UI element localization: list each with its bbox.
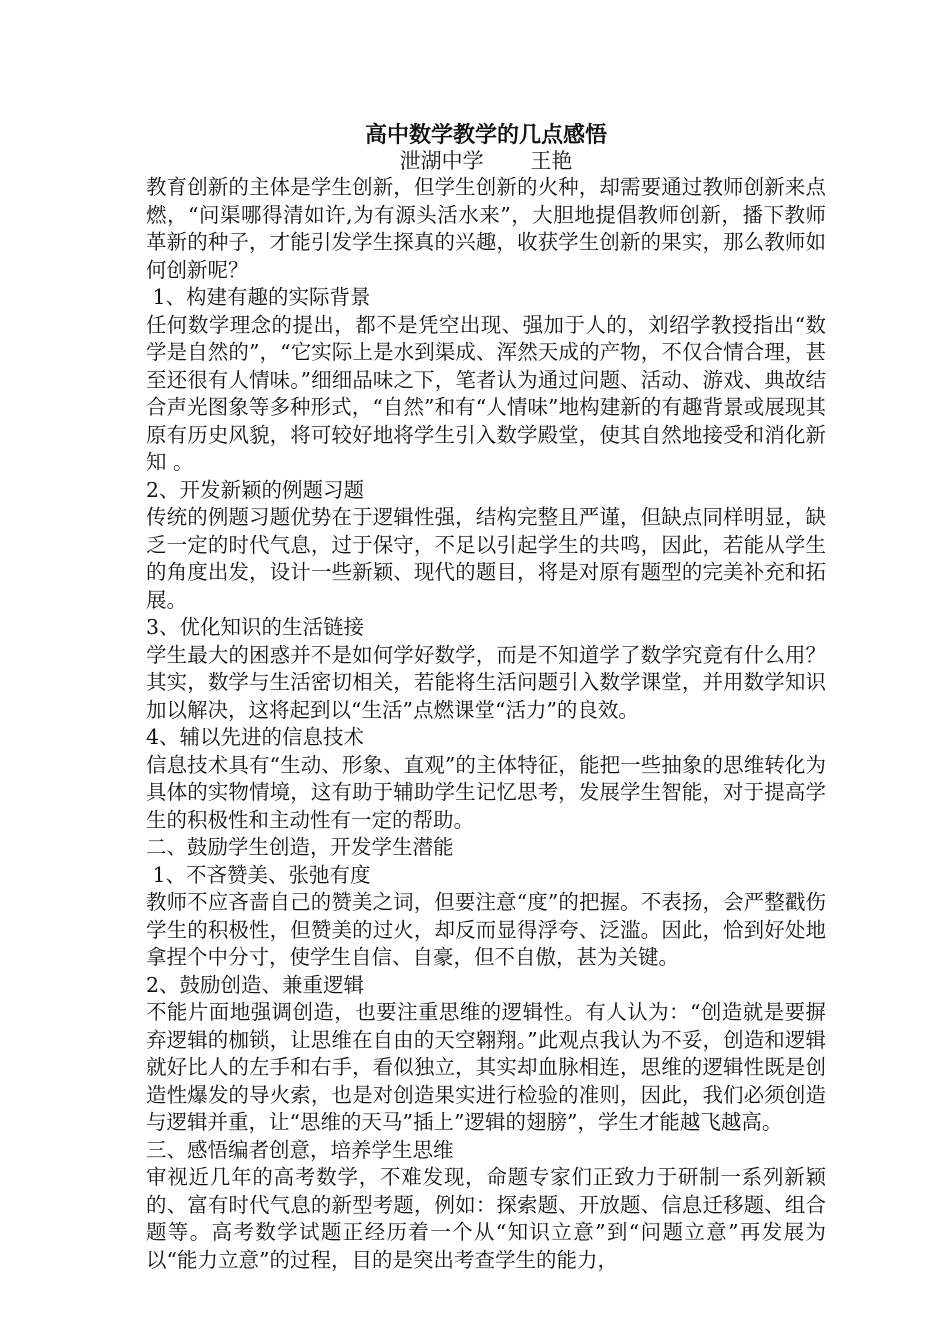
- paragraph: 信息技术具有“生动、形象、直观”的主体特征，能把一些抽象的思维转化为具体的实物情境，这有助于辅助学生记忆思考，发展学生智能，对于提高学生的积极性和主动性有一定的帮助。: [146, 752, 826, 832]
- paragraph: 不能片面地强调创造，也要注重思维的逻辑性。有人认为：“创造就是要摒弃逻辑的枷锁，让思维在自由的天空翱翔。”此观点我认为不妥，创造和逻辑就好比人的左手和右手，看似独立，其实却血脉相连，思维的逻辑性既是创造性爆发的导火索，也是对创造果实进行检验的准则，因此，我们必须创造与逻辑并重，让“思维的天马”插上”逻辑的翅膀”，学生才能越飞越高。: [146, 1000, 826, 1134]
- section-heading: 1、构建有趣的实际背景: [146, 285, 371, 309]
- chapter-heading: 二、鼓励学生创造，开发学生潜能: [146, 835, 454, 859]
- author-byline: 泄湖中学 王艳: [399, 149, 573, 173]
- paragraph: 任何数学理念的提出，都不是凭空出现、强加于人的，刘绍学教授指出“数学是自然的”，“它实际上是水到渠成、浑然天成的产物，不仅合情合理，甚至还很有人情味。”细细品味之下，笔者认为通过问题、活动、游戏、典故结合声光图象等多种形式，“自然”和有“人情味”地构建新的有趣背景或展现其原有历史风貌，将可较好地将学生引入数学殿堂，使其自然地接受和消化新知 。: [146, 312, 826, 474]
- paragraph: 审视近几年的高考数学，不难发现，命题专家们正致力于研制一系列新颖的、富有时代气息的新型考题，例如：探索题、开放题、信息迁移题、组合题等。高考数学试题正经历着一个从“知识立意”到“问题立意”再发展为以“能力立意”的过程，目的是突出考查学生的能力，: [146, 1165, 826, 1272]
- section-heading: 2、开发新颖的例题习题: [146, 477, 365, 502]
- chapter-heading: 三、感悟编者创意，培养学生思维: [146, 1137, 454, 1162]
- paragraph: 传统的例题习题优势在于逻辑性强，结构完整且严谨，但缺点同样明显，缺乏一定的时代气息，过于保守，不足以引起学生的共鸣，因此，若能从学生的角度出发，设计一些新颖、现代的题目，将是对原有题型的完美补充和拓展。: [146, 505, 826, 612]
- paragraph: 教师不应吝啬自己的赞美之词，但要注意“度”的把握。不表扬，会严整戳伤学生的积极性，但赞美的过火，却反而显得浮夸、泛滥。因此，恰到好处地拿捏个中分寸，使学生自信、自豪，但不自傲，甚为关键。: [146, 890, 826, 969]
- section-heading: 3、优化知识的生活链接: [146, 615, 365, 639]
- document-title: 高中数学教学的几点感悟: [364, 122, 607, 148]
- section-heading: 4、辅以先进的信息技术: [146, 725, 365, 749]
- paragraph: 学生最大的困惑并不是如何学好数学，而是不知道学了数学究竟有什么用？其实，数学与生活密切相关，若能将生活问题引入数学课堂，并用数学知识加以解决，这将起到以“生活”点燃课堂“活力”的良效。: [146, 642, 826, 722]
- section-heading: 1、不吝赞美、张弛有度: [146, 862, 371, 887]
- document-body: [146, 122, 826, 1274]
- section-heading: 2、鼓励创造、兼重逻辑: [146, 972, 365, 997]
- paragraph-intro: 教育创新的主体是学生创新，但学生创新的火种，却需要通过教师创新来点燃，“问渠哪得清如许,为有源头活水来”，大胆地提倡教师创新，播下教师革新的种子，才能引发学生探真的兴趣，收获学生创新的果实，那么教师如何创新呢？: [146, 175, 826, 282]
